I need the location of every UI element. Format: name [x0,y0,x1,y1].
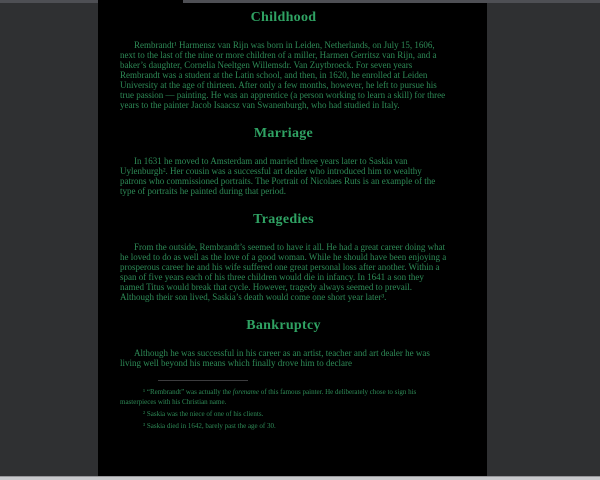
footnote-text: forename [232,388,259,396]
document-content [98,0,487,431]
footnote-text: Saskia died in 1642, barely past the age of 30. [146,422,276,430]
footnote-text: Saskia was the niece of one of his clients. [146,410,264,418]
footnote-text: “Rembrandt” was actually the [146,388,233,396]
footnote-text: of this famous painter. He deliberately chose to sign his masterpieces with his Christian name. [120,388,417,406]
section-paragraph: Although he was successful in his career as an artist, teacher and art dealer he was living well beyond his means which finally drove him to declare [120,348,430,368]
footnote-marker: ³ [143,422,146,430]
document-page [98,0,487,476]
section-heading: Bankruptcy [246,318,321,333]
section-heading: Marriage [253,126,314,141]
section-heading: Childhood [250,10,317,25]
footnote-area [120,380,447,431]
section-paragraph: From the outside, Rembrandt’s seemed to have it all. He had a great career doing what he loved to do as well as the love of a good woman. While he should have been enjoying a prosperous career he and his wife suffered one great personal loss after another. Within a span of five years each of his three children would die in infancy. In 1641 a son they named Titus would break that cycle. However, tragedy always seemed to prevail. Although their son lived, Saskia’s death would come one short year later³. [120,242,447,302]
top-edge-notch [98,0,183,3]
section-paragraph: Rembrandt¹ Harmensz van Rijn was born in Leiden, Netherlands, on July 15, 1606, next to the last of the nine or more children of a miller, Harmen Gerritsz van Rijn, and a baker’s daughter, Cornelia Neeltgen Willemsdr. Van Zuytbroeck. For seven years Rembrandt was a student at the Latin school, and then, in 1620, he enrolled at Leiden University at the age of thirteen. After only a few months, however, he left to pursue his true passion — painting. He was an apprentice (a person working to learn a skill) for three years to the painter Jacob Isaacsz van Swanenburgh, who had studied in Italy. [120,40,446,110]
section-heading: Tragedies [253,212,314,227]
bottom-bar [0,476,600,480]
footnote-separator [158,380,248,381]
footnote-marker: ¹ [143,388,146,396]
footnote-marker: ² [143,410,146,418]
footnote [120,421,447,431]
section-paragraph: In 1631 he moved to Amsterdam and married three years later to Saskia van Uylenburgh². Her cousin was a successful art dealer who introduced him to wealthy patrons who commissioned portraits. The Portrait of Nicolaes Ruts is an example of the type of portraits he painted during that period. [120,156,436,196]
section-list [120,10,447,368]
footnote [120,409,447,419]
footnote [120,387,447,407]
window-top-edge [0,0,600,3]
footnote-list [120,387,447,431]
